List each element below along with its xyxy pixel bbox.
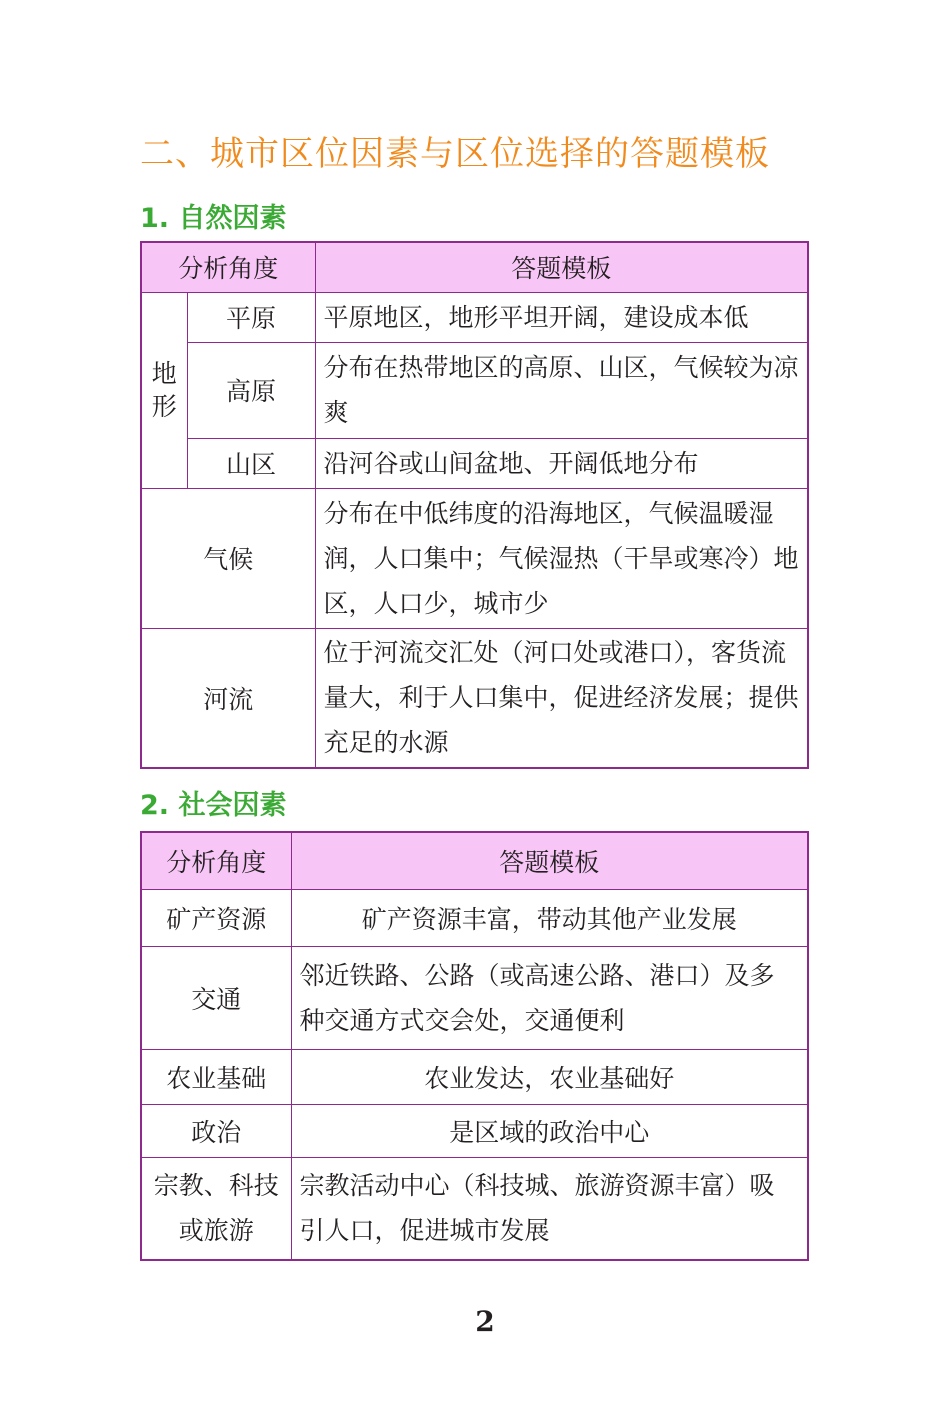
table-row <box>141 488 808 628</box>
page-number: 2 <box>475 1305 495 1338</box>
natural-factors-table <box>140 241 809 769</box>
row-label: 交通 <box>141 946 291 1049</box>
row-text: 是区域的政治中心 <box>291 1104 808 1157</box>
page-title: 二、城市区位因素与区位选择的答题模板 <box>140 134 770 174</box>
table-row <box>141 889 808 946</box>
row-label: 平原 <box>187 292 315 342</box>
row-text: 邻近铁路、公路（或高速公路、港口）及多种交通方式交会处，交通便利 <box>291 946 808 1049</box>
table-row <box>141 292 808 342</box>
table-row <box>141 628 808 768</box>
row-text: 平原地区，地形平坦开阔，建设成本低 <box>315 292 808 342</box>
row-text: 农业发达，农业基础好 <box>291 1049 808 1104</box>
header-answer-template: 答题模板 <box>291 832 808 889</box>
row-label: 高原 <box>187 342 315 438</box>
row-label: 河流 <box>141 628 315 768</box>
row-label: 宗教、科技或旅游 <box>141 1157 291 1260</box>
row-label: 山区 <box>187 438 315 488</box>
header-answer-template: 答题模板 <box>315 242 808 292</box>
header-analysis-angle: 分析角度 <box>141 242 315 292</box>
row-text: 矿产资源丰富，带动其他产业发展 <box>291 889 808 946</box>
row-label: 气候 <box>141 488 315 628</box>
table-row <box>141 438 808 488</box>
social-factors-table <box>140 831 809 1261</box>
table-row <box>141 946 808 1049</box>
row-label: 矿产资源 <box>141 889 291 946</box>
section-heading-social: 2. 社会因素 <box>140 790 287 821</box>
table-row <box>141 342 808 438</box>
row-text: 沿河谷或山间盆地、开阔低地分布 <box>315 438 808 488</box>
section-heading-natural: 1. 自然因素 <box>140 203 287 234</box>
row-text: 分布在热带地区的高原、山区，气候较为凉爽 <box>315 342 808 438</box>
table-row <box>141 1104 808 1157</box>
table-row <box>141 1049 808 1104</box>
terrain-label-char-1: 地 <box>151 359 177 388</box>
table-header-row <box>141 832 808 889</box>
header-analysis-angle: 分析角度 <box>141 832 291 889</box>
row-text: 位于河流交汇处（河口处或港口），客货流量大，利于人口集中，促进经济发展；提供充足的水源 <box>315 628 808 768</box>
row-text: 宗教活动中心（科技城、旅游资源丰富）吸引人口，促进城市发展 <box>291 1157 808 1260</box>
table-header-row <box>141 242 808 292</box>
table-row <box>141 1157 808 1260</box>
terrain-label <box>141 292 187 488</box>
terrain-label-char-2: 形 <box>151 392 177 421</box>
row-text: 分布在中低纬度的沿海地区，气候温暖湿润，人口集中；气候湿热（干旱或寒冷）地区，人口少，城市少 <box>315 488 808 628</box>
row-label: 农业基础 <box>141 1049 291 1104</box>
row-label: 政治 <box>141 1104 291 1157</box>
